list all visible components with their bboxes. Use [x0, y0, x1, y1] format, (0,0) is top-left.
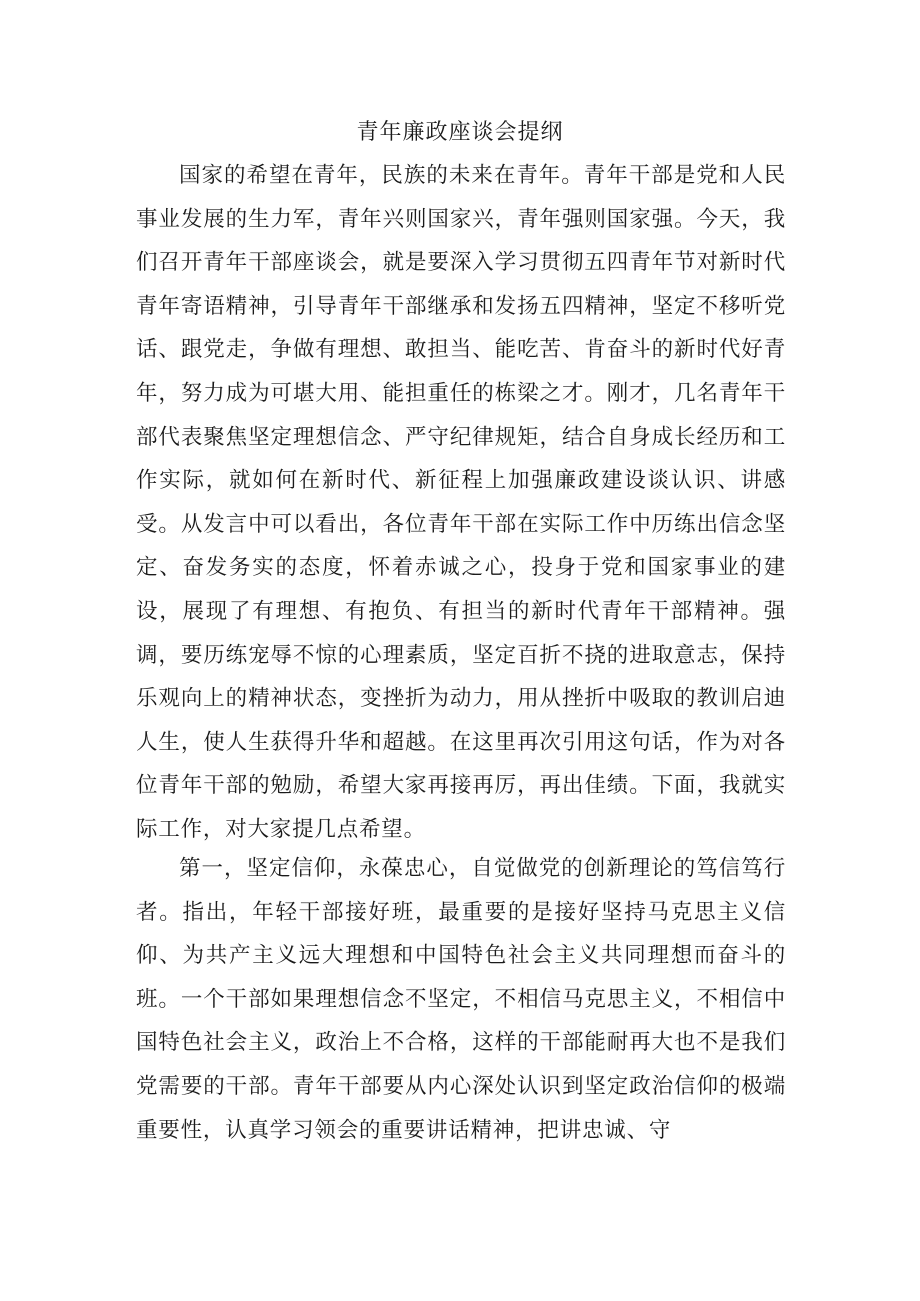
document-title: 青年廉政座谈会提纲 [356, 120, 564, 145]
paragraph-intro: 国家的希望在青年，民族的未来在青年。青年干部是党和人民事业发展的生力军，青年兴则国家兴，青年强则国家强。今天，我们召开青年干部座谈会，就是要深入学习贯彻五四青年节对新时代青年寄语精神，引导青年干部继承和发扬五四精神，坚定不移听党话、跟党走，争做有理想、敢担当、能吃苦、肯奋斗的新时代好青年，努力成为可堪大用、能担重任的栋梁之才。刚才，几名青年干部代表聚焦坚定理想信念、严守纪律规矩，结合自身成长经历和工作实际，就如何在新时代、新征程上加强廉政建设谈认识、讲感受。从发言中可以看出，各位青年干部在实际工作中历练出信念坚定、奋发务实的态度，怀着赤诚之心，投身于党和国家事业的建设，展现了有理想、有抱负、有担当的新时代青年干部精神。强调，要历练宠辱不惊的心理素质，坚定百折不挠的进取意志，保持乐观向上的精神状态，变挫折为动力，用从挫折中吸取的教训启迪人生，使人生获得升华和超越。在这里再次引用这句话，作为对各位青年干部的勉励，希望大家再接再厉，再出佳绩。下面，我就实际工作，对大家提几点希望。 [136, 163, 786, 842]
paragraph-first-point: 第一，坚定信仰，永葆忠心，自觉做党的创新理论的笃信笃行者。指出，年轻干部接好班，最重要的是接好坚持马克思主义信仰、为共产主义远大理想和中国特色社会主义共同理想而奋斗的班。一个干部如果理想信念不坚定，不相信马克思主义，不相信中国特色社会主义，政治上不合格，这样的干部能耐再大也不是我们党需要的干部。青年干部要从内心深处认识到坚定政治信仰的极端重要性，认真学习领会的重要讲话精神，把讲忠诚、守 [136, 856, 786, 1143]
